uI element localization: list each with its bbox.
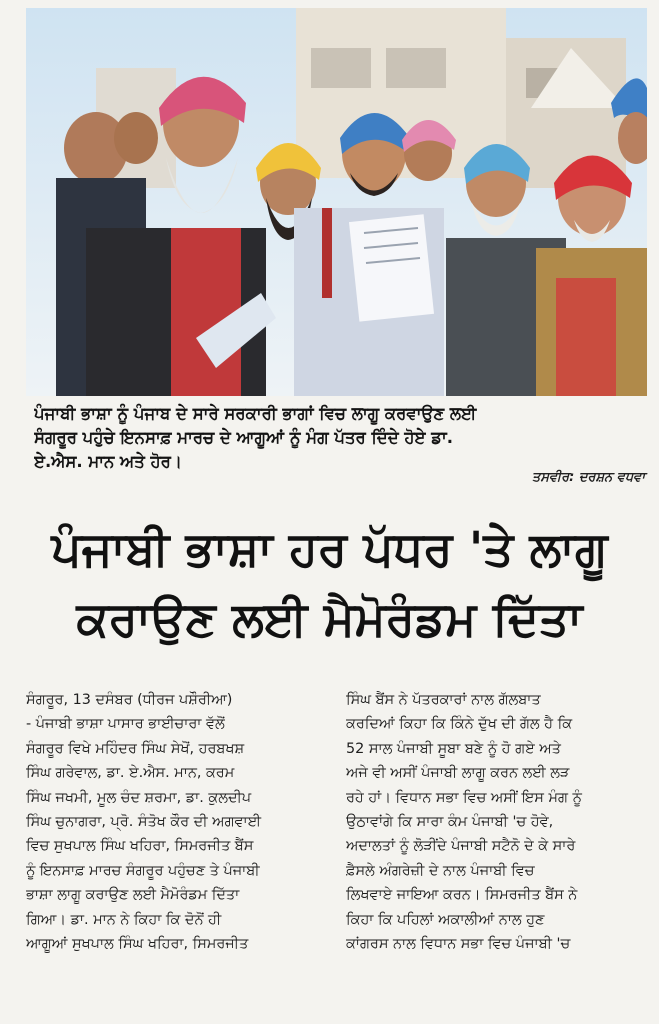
body-line: ਆਗੂਆਂ ਸੁਖਪਾਲ ਸਿੰਘ ਖਹਿਰਾ, ਸਿਮਰਜੀਤ xyxy=(26,936,249,953)
body-line: ਭਾਸ਼ਾ ਲਾਗੂ ਕਰਾਉਣ ਲਈ ਮੈਮੋਰੰਡਮ ਦਿੱਤਾ xyxy=(26,887,240,904)
headline-line-2: ਕਰਾਉਣ ਲਈ ਮੈਮੋਰੰਡਮ ਦਿੱਤਾ xyxy=(76,592,583,647)
body-line: ਲਿਖਵਾਏ ਜਾਇਆ ਕਰਨ। ਸਿਮਰਜੀਤ ਬੈਂਸ ਨੇ xyxy=(346,887,578,904)
body-line: ਵਿਚ ਸੁਖਪਾਲ ਸਿੰਘ ਖਹਿਰਾ, ਸਿਮਰਜੀਤ ਬੈਂਸ xyxy=(26,838,254,855)
body-line: ਕਰਦਿਆਂ ਕਿਹਾ ਕਿ ਕਿੰਨੇ ਦੁੱਖ ਦੀ ਗੱਲ ਹੈ ਕਿ xyxy=(346,716,573,733)
body-line: ਕਾਂਗਰਸ ਨਾਲ ਵਿਧਾਨ ਸਭਾ ਵਿਚ ਪੰਜਾਬੀ 'ਚ xyxy=(346,936,571,953)
article-column-1 xyxy=(26,688,328,1024)
news-photo xyxy=(26,8,647,396)
article-column-2 xyxy=(346,688,648,1024)
body-line: ਸਿੰਘ ਬੈਂਸ ਨੇ ਪੱਤਰਕਾਰਾਂ ਨਾਲ ਗੱਲਬਾਤ xyxy=(346,692,541,708)
body-line: ਸਿੰਘ ਜਖਮੀ, ਮੂਲ ਚੰਦ ਸ਼ਰਮਾ, ਡਾ. ਕੁਲਦੀਪ xyxy=(26,789,252,806)
body-line: ਸਿੰਘ ਚੁਨਾਗਰਾ, ਪ੍ਰੋ. ਸੰਤੋਖ ਕੌਰ ਦੀ ਅਗਵਾਈ xyxy=(26,814,261,831)
body-line: ਅਦਾਲਤਾਂ ਨੂੰ ਲੋੜੀਂਦੇ ਪੰਜਾਬੀ ਸਟੈਨੋ ਦੇ ਕੇ ਸਾਰੇ xyxy=(346,838,576,855)
body-line: ਸਿੰਘ ਗਰੇਵਾਲ, ਡਾ. ਏ.ਐਸ. ਮਾਨ, ਕਰਮ xyxy=(26,765,235,782)
body-line: ਰਹੇ ਹਾਂ। ਵਿਧਾਨ ਸਭਾ ਵਿਚ ਅਸੀਂ ਇਸ ਮੰਗ ਨੂੰ xyxy=(346,789,582,806)
body-line: ਫ਼ੈਸਲੇ ਅੰਗਰੇਜ਼ੀ ਦੇ ਨਾਲ ਪੰਜਾਬੀ ਵਿਚ xyxy=(346,862,535,879)
body-line: ਨੂੰ ਇਨਸਾਫ਼ ਮਾਰਚ ਸੰਗਰੂਰ ਪਹੁੰਚਣ ਤੇ ਪੰਜਾਬੀ xyxy=(26,862,260,879)
body-line: ਕਿਹਾ ਕਿ ਪਹਿਲਾਂ ਅਕਾਲੀਆਂ ਨਾਲ ਹੁਣ xyxy=(346,911,545,928)
body-line: ਉਠਾਵਾਂਗੇ ਕਿ ਸਾਰਾ ਕੰਮ ਪੰਜਾਬੀ 'ਚ ਹੋਵੇ, xyxy=(346,814,554,831)
photo-credit: ਤਸਵੀਰ: ਦਰਸ਼ਨ ਵਧਵਾ xyxy=(532,470,645,485)
body-line: - ਪੰਜਾਬੀ ਭਾਸ਼ਾ ਪਾਸਾਰ ਭਾਈਚਾਰਾ ਵੱਲੋਂ xyxy=(26,716,225,733)
photo-caption-line: ਸੰਗਰੂਰ ਪਹੁੰਚੇ ਇਨਸਾਫ਼ ਮਾਰਚ ਦੇ ਆਗੂਆਂ ਨੂੰ ਮੰਗ ਪੱਤਰ ਦਿੰਦੇ ਹੋਏ ਡਾ. xyxy=(34,428,453,447)
body-line: ਅਜੇ ਵੀ ਅਸੀਂ ਪੰਜਾਬੀ ਲਾਗੂ ਕਰਨ ਲਈ ਲੜ xyxy=(346,765,570,782)
body-line: 52 ਸਾਲ ਪੰਜਾਬੀ ਸੂਬਾ ਬਣੇ ਨੂੰ ਹੋ ਗਏ ਅਤੇ xyxy=(346,740,561,757)
body-line: ਗਿਆ। ਡਾ. ਮਾਨ ਨੇ ਕਿਹਾ ਕਿ ਦੋਨੋਂ ਹੀ xyxy=(26,911,222,928)
body-line: ਸੰਗਰੂਰ ਵਿਖੇ ਮਹਿੰਦਰ ਸਿੰਘ ਸੇਖੋਂ, ਹਰਬਖਸ਼ xyxy=(26,740,245,757)
body-line: ਸੰਗਰੂਰ, 13 ਦਸੰਬਰ (ਧੀਰਜ ਪਸ਼ੌਰੀਆ) xyxy=(26,692,233,708)
photo-caption-line: ਪੰਜਾਬੀ ਭਾਸ਼ਾ ਨੂੰ ਪੰਜਾਬ ਦੇ ਸਾਰੇ ਸਰਕਾਰੀ ਭਾਗਾਂ ਵਿਚ ਲਾਗੂ ਕਰਵਾਉਣ ਲਈ xyxy=(34,404,477,423)
headline-line-1: ਪੰਜਾਬੀ ਭਾਸ਼ਾ ਹਰ ਪੱਧਰ 'ਤੇ ਲਾਗੂ xyxy=(51,522,608,577)
photo-caption-line: ਏ.ਐਸ. ਮਾਨ ਅਤੇ ਹੋਰ। xyxy=(34,452,182,471)
